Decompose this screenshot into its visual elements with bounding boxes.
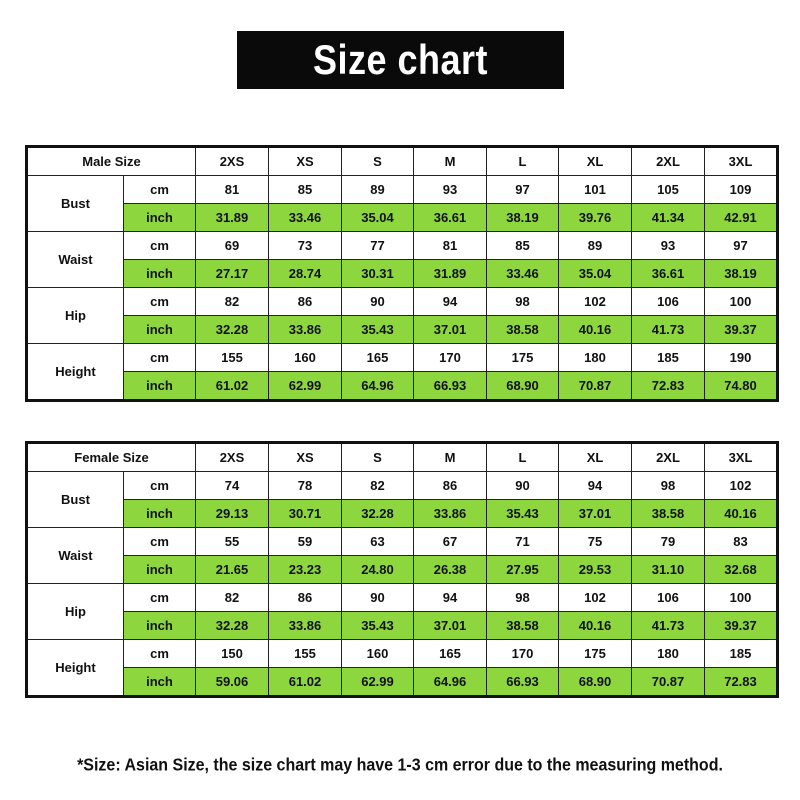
cm-value: 100 xyxy=(705,584,778,612)
cm-value: 180 xyxy=(559,344,632,372)
table-row xyxy=(27,344,778,372)
table-row xyxy=(27,372,778,401)
cm-value: 185 xyxy=(705,640,778,668)
inch-value: 62.99 xyxy=(342,668,414,697)
cm-value: 102 xyxy=(559,584,632,612)
measure-label-hip: Hip xyxy=(27,584,124,640)
inch-value: 62.99 xyxy=(269,372,342,401)
inch-value: 68.90 xyxy=(559,668,632,697)
inch-value: 40.16 xyxy=(559,612,632,640)
female-size-table xyxy=(25,441,779,698)
unit-label-inch: inch xyxy=(124,612,196,640)
cm-value: 82 xyxy=(196,288,269,316)
cm-value: 102 xyxy=(559,288,632,316)
inch-value: 30.71 xyxy=(269,500,342,528)
inch-value: 31.89 xyxy=(196,204,269,232)
cm-value: 82 xyxy=(196,584,269,612)
cm-value: 86 xyxy=(269,584,342,612)
unit-label-cm: cm xyxy=(124,232,196,260)
unit-label-inch: inch xyxy=(124,372,196,401)
inch-value: 68.90 xyxy=(487,372,559,401)
inch-value: 64.96 xyxy=(414,668,487,697)
inch-value: 32.28 xyxy=(196,316,269,344)
inch-value: 28.74 xyxy=(269,260,342,288)
cm-value: 85 xyxy=(269,176,342,204)
unit-label-cm: cm xyxy=(124,640,196,668)
inch-value: 38.58 xyxy=(487,316,559,344)
inch-value: 64.96 xyxy=(342,372,414,401)
cm-value: 63 xyxy=(342,528,414,556)
cm-value: 78 xyxy=(269,472,342,500)
measure-label-height: Height xyxy=(27,640,124,697)
table-row xyxy=(27,612,778,640)
inch-value: 74.80 xyxy=(705,372,778,401)
inch-value: 40.16 xyxy=(705,500,778,528)
cm-value: 74 xyxy=(196,472,269,500)
cm-value: 100 xyxy=(705,288,778,316)
inch-value: 32.28 xyxy=(342,500,414,528)
inch-value: 66.93 xyxy=(414,372,487,401)
table-row xyxy=(27,668,778,697)
unit-label-cm: cm xyxy=(124,472,196,500)
table-header-label: Female Size xyxy=(27,443,196,472)
cm-value: 102 xyxy=(705,472,778,500)
cm-value: 82 xyxy=(342,472,414,500)
measure-label-height: Height xyxy=(27,344,124,401)
inch-value: 37.01 xyxy=(414,612,487,640)
unit-label-inch: inch xyxy=(124,260,196,288)
table-row xyxy=(27,500,778,528)
inch-value: 38.58 xyxy=(632,500,705,528)
inch-value: 32.68 xyxy=(705,556,778,584)
inch-value: 36.61 xyxy=(632,260,705,288)
cm-value: 190 xyxy=(705,344,778,372)
size-header-2xl: 2XL xyxy=(632,147,705,176)
cm-value: 83 xyxy=(705,528,778,556)
inch-value: 39.37 xyxy=(705,316,778,344)
cm-value: 180 xyxy=(632,640,705,668)
size-header-xl: XL xyxy=(559,443,632,472)
cm-value: 75 xyxy=(559,528,632,556)
inch-value: 21.65 xyxy=(196,556,269,584)
cm-value: 97 xyxy=(705,232,778,260)
unit-label-cm: cm xyxy=(124,344,196,372)
size-header-l: L xyxy=(487,147,559,176)
unit-label-inch: inch xyxy=(124,500,196,528)
cm-value: 90 xyxy=(342,584,414,612)
inch-value: 31.89 xyxy=(414,260,487,288)
cm-value: 94 xyxy=(559,472,632,500)
cm-value: 71 xyxy=(487,528,559,556)
measure-label-waist: Waist xyxy=(27,232,124,288)
inch-value: 33.46 xyxy=(487,260,559,288)
table-row xyxy=(27,584,778,612)
size-header-2xs: 2XS xyxy=(196,147,269,176)
cm-value: 165 xyxy=(342,344,414,372)
cm-value: 175 xyxy=(487,344,559,372)
header-row xyxy=(27,443,778,472)
cm-value: 101 xyxy=(559,176,632,204)
inch-value: 33.46 xyxy=(269,204,342,232)
title-banner xyxy=(237,31,564,89)
unit-label-cm: cm xyxy=(124,584,196,612)
cm-value: 77 xyxy=(342,232,414,260)
inch-value: 61.02 xyxy=(196,372,269,401)
cm-value: 170 xyxy=(487,640,559,668)
inch-value: 27.95 xyxy=(487,556,559,584)
inch-value: 41.34 xyxy=(632,204,705,232)
size-header-l: L xyxy=(487,443,559,472)
inch-value: 35.43 xyxy=(342,612,414,640)
cm-value: 89 xyxy=(342,176,414,204)
size-header-xl: XL xyxy=(559,147,632,176)
inch-value: 39.37 xyxy=(705,612,778,640)
cm-value: 59 xyxy=(269,528,342,556)
table-row xyxy=(27,316,778,344)
unit-label-inch: inch xyxy=(124,204,196,232)
cm-value: 94 xyxy=(414,288,487,316)
inch-value: 40.16 xyxy=(559,316,632,344)
inch-value: 29.13 xyxy=(196,500,269,528)
inch-value: 23.23 xyxy=(269,556,342,584)
inch-value: 30.31 xyxy=(342,260,414,288)
inch-value: 37.01 xyxy=(559,500,632,528)
male-size-table xyxy=(25,145,779,402)
table-row xyxy=(27,640,778,668)
size-header-xs: XS xyxy=(269,443,342,472)
cm-value: 90 xyxy=(342,288,414,316)
cm-value: 85 xyxy=(487,232,559,260)
inch-value: 33.86 xyxy=(269,316,342,344)
size-header-s: S xyxy=(342,147,414,176)
inch-value: 35.04 xyxy=(342,204,414,232)
inch-value: 35.43 xyxy=(487,500,559,528)
cm-value: 93 xyxy=(414,176,487,204)
inch-value: 35.43 xyxy=(342,316,414,344)
inch-value: 38.19 xyxy=(487,204,559,232)
inch-value: 27.17 xyxy=(196,260,269,288)
cm-value: 97 xyxy=(487,176,559,204)
inch-value: 41.73 xyxy=(632,612,705,640)
unit-label-cm: cm xyxy=(124,288,196,316)
unit-label-cm: cm xyxy=(124,176,196,204)
cm-value: 69 xyxy=(196,232,269,260)
cm-value: 98 xyxy=(487,288,559,316)
inch-value: 38.19 xyxy=(705,260,778,288)
size-header-m: M xyxy=(414,147,487,176)
measure-label-bust: Bust xyxy=(27,472,124,528)
inch-value: 70.87 xyxy=(559,372,632,401)
inch-value: 72.83 xyxy=(705,668,778,697)
inch-value: 38.58 xyxy=(487,612,559,640)
cm-value: 81 xyxy=(196,176,269,204)
cm-value: 67 xyxy=(414,528,487,556)
inch-value: 24.80 xyxy=(342,556,414,584)
cm-value: 90 xyxy=(487,472,559,500)
inch-value: 31.10 xyxy=(632,556,705,584)
cm-value: 86 xyxy=(269,288,342,316)
table-header-label: Male Size xyxy=(27,147,196,176)
cm-value: 160 xyxy=(269,344,342,372)
table-row xyxy=(27,176,778,204)
inch-value: 61.02 xyxy=(269,668,342,697)
cm-value: 55 xyxy=(196,528,269,556)
cm-value: 155 xyxy=(269,640,342,668)
cm-value: 93 xyxy=(632,232,705,260)
inch-value: 33.86 xyxy=(414,500,487,528)
cm-value: 160 xyxy=(342,640,414,668)
table-row xyxy=(27,232,778,260)
size-header-3xl: 3XL xyxy=(705,443,778,472)
cm-value: 106 xyxy=(632,584,705,612)
inch-value: 70.87 xyxy=(632,668,705,697)
cm-value: 155 xyxy=(196,344,269,372)
measure-label-bust: Bust xyxy=(27,176,124,232)
unit-label-inch: inch xyxy=(124,668,196,697)
inch-value: 59.06 xyxy=(196,668,269,697)
inch-value: 72.83 xyxy=(632,372,705,401)
cm-value: 79 xyxy=(632,528,705,556)
measure-label-hip: Hip xyxy=(27,288,124,344)
inch-value: 66.93 xyxy=(487,668,559,697)
cm-value: 106 xyxy=(632,288,705,316)
size-header-m: M xyxy=(414,443,487,472)
cm-value: 98 xyxy=(632,472,705,500)
footnote: *Size: Asian Size, the size chart may have 1-3 cm error due to the measuring method. xyxy=(77,756,723,775)
cm-value: 185 xyxy=(632,344,705,372)
cm-value: 165 xyxy=(414,640,487,668)
inch-value: 26.38 xyxy=(414,556,487,584)
page-title: Size chart xyxy=(312,35,489,83)
cm-value: 73 xyxy=(269,232,342,260)
cm-value: 109 xyxy=(705,176,778,204)
cm-value: 94 xyxy=(414,584,487,612)
unit-label-inch: inch xyxy=(124,316,196,344)
size-header-xs: XS xyxy=(269,147,342,176)
cm-value: 175 xyxy=(559,640,632,668)
table-row xyxy=(27,528,778,556)
unit-label-cm: cm xyxy=(124,528,196,556)
table-row xyxy=(27,260,778,288)
inch-value: 42.91 xyxy=(705,204,778,232)
cm-value: 86 xyxy=(414,472,487,500)
inch-value: 41.73 xyxy=(632,316,705,344)
inch-value: 33.86 xyxy=(269,612,342,640)
size-header-2xl: 2XL xyxy=(632,443,705,472)
inch-value: 32.28 xyxy=(196,612,269,640)
table-row xyxy=(27,472,778,500)
cm-value: 98 xyxy=(487,584,559,612)
size-header-s: S xyxy=(342,443,414,472)
measure-label-waist: Waist xyxy=(27,528,124,584)
cm-value: 81 xyxy=(414,232,487,260)
size-header-3xl: 3XL xyxy=(705,147,778,176)
unit-label-inch: inch xyxy=(124,556,196,584)
table-row xyxy=(27,556,778,584)
inch-value: 35.04 xyxy=(559,260,632,288)
inch-value: 39.76 xyxy=(559,204,632,232)
cm-value: 105 xyxy=(632,176,705,204)
header-row xyxy=(27,147,778,176)
cm-value: 89 xyxy=(559,232,632,260)
cm-value: 170 xyxy=(414,344,487,372)
table-row xyxy=(27,288,778,316)
size-header-2xs: 2XS xyxy=(196,443,269,472)
cm-value: 150 xyxy=(196,640,269,668)
inch-value: 36.61 xyxy=(414,204,487,232)
inch-value: 37.01 xyxy=(414,316,487,344)
inch-value: 29.53 xyxy=(559,556,632,584)
table-row xyxy=(27,204,778,232)
